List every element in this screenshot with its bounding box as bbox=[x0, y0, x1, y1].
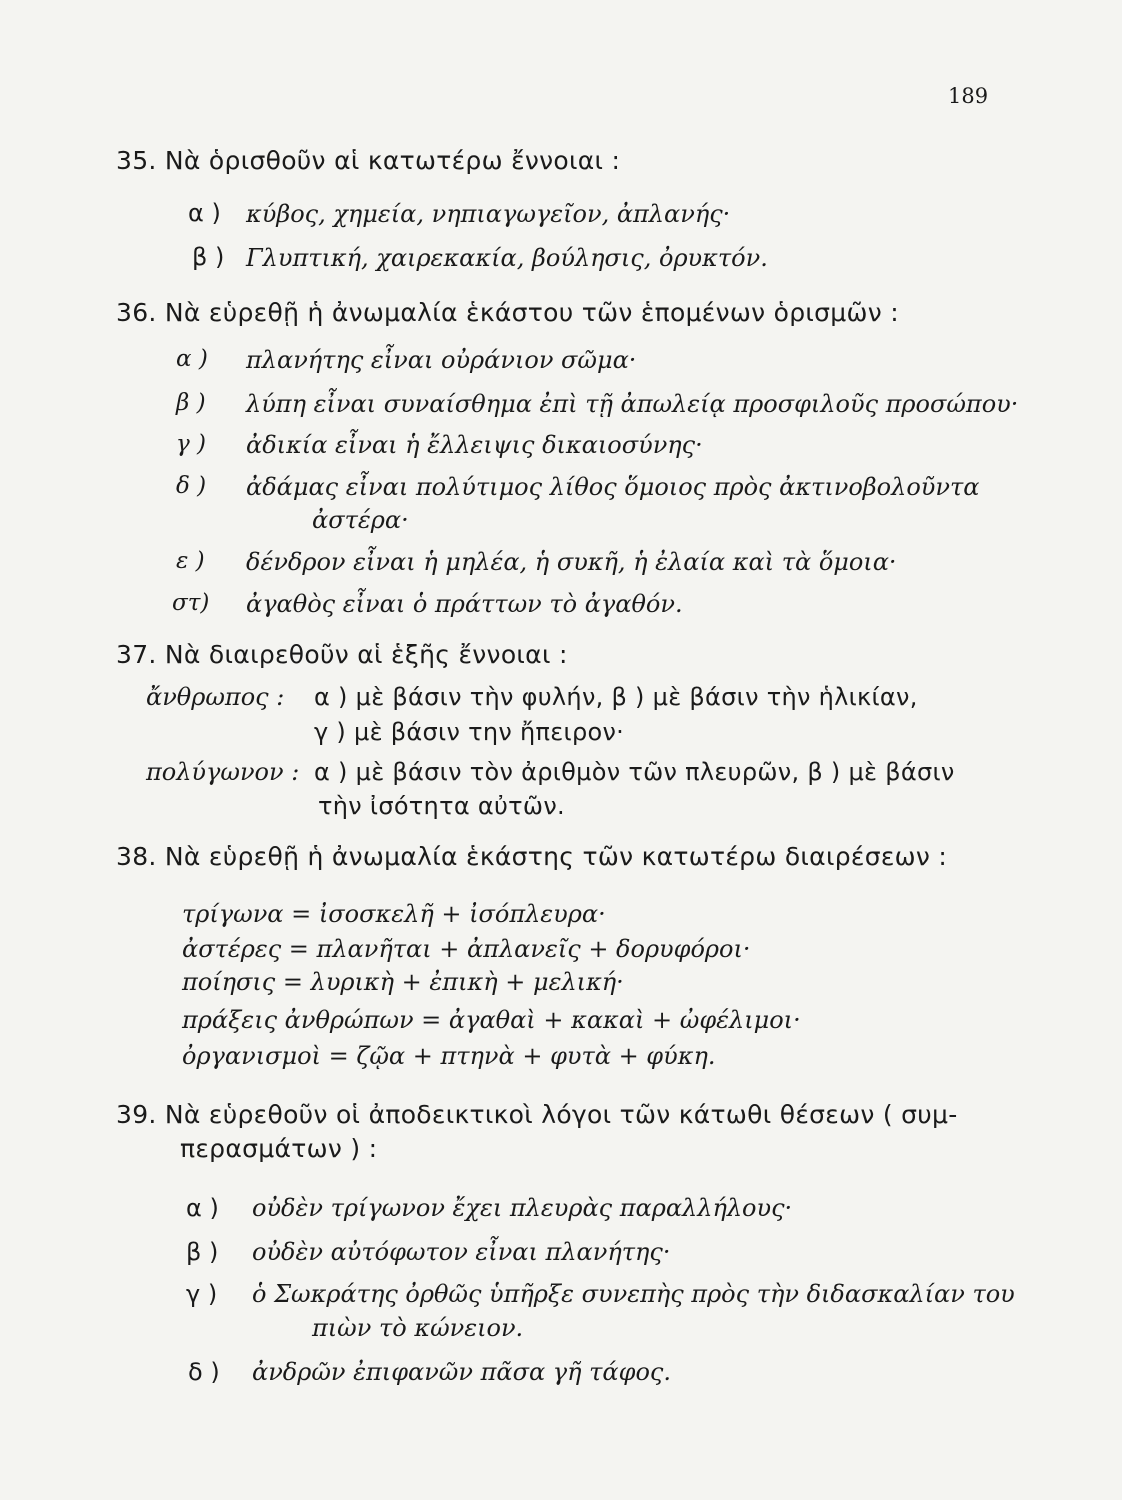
ex36-item-e-marker: ε ) bbox=[176, 548, 205, 574]
ex36-item-a-marker: α ) bbox=[176, 346, 208, 372]
ex39-item-c-text: ὁ Σωκράτης ὀρθῶς ὑπῆρξε συνεπὴς πρὸς τὴν διδασκαλίαν του bbox=[252, 1280, 1015, 1308]
ex38-line-4: πράξεις ἀνθρώπων = ἀγαθαὶ + κακαὶ + ὠφέλιμοι· bbox=[182, 1006, 801, 1034]
ex36-item-d-marker: δ ) bbox=[176, 473, 207, 499]
ex38-line-1: τρίγωνα = ἰσοσκελῆ + ἰσόπλευρα· bbox=[182, 900, 606, 928]
exercise-37-heading: 37. Νὰ διαιρεθοῦν αἱ ἑξῆς ἔννοιαι : bbox=[116, 640, 568, 669]
ex39-item-b-text: οὐδὲν αὐτόφωτον εἶναι πλανήτης· bbox=[252, 1238, 671, 1266]
exercise-39-heading: 39. Νὰ εὑρεθοῦν οἱ ἀποδεικτικοὶ λόγοι τῶν κάτωθι θέσεων ( συμ- bbox=[116, 1100, 958, 1129]
ex36-item-f-marker: στ) bbox=[172, 590, 210, 616]
ex37-term-anthropos: ἄνθρωπος : bbox=[146, 683, 285, 711]
ex38-line-5: ὀργανισμοὶ = ζῷα + πτηνὰ + φυτὰ + φύκη. bbox=[182, 1042, 716, 1070]
ex36-item-b-marker: β ) bbox=[176, 390, 206, 416]
page-number: 189 bbox=[948, 84, 989, 108]
ex36-item-a-text: πλανήτης εἶναι οὐράνιον σῶμα· bbox=[246, 346, 637, 374]
exercise-36-heading: 36. Νὰ εὑρεθῇ ἡ ἀνωμαλία ἑκάστου τῶν ἑπομένων ὁρισμῶν : bbox=[116, 298, 899, 327]
exercise-35-heading: 35. Νὰ ὁρισθοῦν αἱ κατωτέρω ἔννοιαι : bbox=[116, 146, 621, 175]
ex36-item-e-text: δένδρον εἶναι ἡ μηλέα, ἡ συκῆ, ἡ ἐλαία καὶ τὰ ὅμοια· bbox=[246, 548, 897, 576]
ex35-item-b-marker: β ) bbox=[192, 243, 225, 271]
ex39-item-a-text: οὐδὲν τρίγωνον ἔχει πλευρὰς παραλλήλους· bbox=[252, 1194, 793, 1222]
ex36-item-b-text: λύπη εἶναι συναίσθημα ἐπὶ τῇ ἀπωλείᾳ προσφιλοῦς προσώπου· bbox=[246, 390, 1019, 418]
ex37-anthropos-line-2: γ ) μὲ βάσιν την ἤπειρον· bbox=[314, 718, 625, 746]
ex35-item-a-marker: α ) bbox=[188, 199, 221, 227]
ex39-item-d-text: ἀνδρῶν ἐπιφανῶν πᾶσα γῆ τάφος. bbox=[252, 1358, 671, 1386]
ex39-item-c-marker: γ ) bbox=[186, 1280, 218, 1308]
ex39-item-b-marker: β ) bbox=[186, 1238, 219, 1266]
ex37-anthropos-line-1: α ) μὲ βάσιν τὴν φυλήν, β ) μὲ βάσιν τὴν ἡλικίαν, bbox=[314, 683, 918, 711]
exercise-39-heading-continuation: περασμάτων ) : bbox=[180, 1134, 378, 1163]
ex39-item-d-marker: δ ) bbox=[188, 1358, 220, 1386]
exercise-38-heading: 38. Νὰ εὑρεθῇ ἡ ἀνωμαλία ἑκάστης τῶν κατωτέρω διαιρέσεων : bbox=[116, 842, 948, 871]
ex39-item-c-continuation: πιὼν τὸ κώνειον. bbox=[312, 1314, 524, 1342]
ex36-item-c-text: ἀδικία εἶναι ἡ ἔλλειψις δικαιοσύνης· bbox=[246, 431, 703, 459]
ex38-line-3: ποίησις = λυρικὴ + ἐπικὴ + μελική· bbox=[182, 968, 624, 996]
ex35-item-b-text: Γλυπτική, χαιρεκακία, βούλησις, ὀρυκτόν. bbox=[246, 244, 768, 272]
ex37-polygonon-line-2: τὴν ἰσότητα αὐτῶν. bbox=[318, 792, 565, 820]
ex39-item-a-marker: α ) bbox=[186, 1194, 219, 1222]
ex37-term-polygonon: πολύγωνον : bbox=[146, 758, 300, 786]
ex35-item-a-text: κύβος, χημεία, νηπιαγωγεῖον, ἀπλανής· bbox=[246, 200, 731, 228]
ex36-item-d-text: ἀδάμας εἶναι πολύτιμος λίθος ὅμοιος πρὸς ἀκτινοβολοῦντα bbox=[246, 473, 980, 501]
ex38-line-2: ἀστέρες = πλανῆται + ἀπλανεῖς + δορυφόροι· bbox=[182, 935, 751, 963]
ex37-polygonon-line-1: α ) μὲ βάσιν τὸν ἀριθμὸν τῶν πλευρῶν, β ) μὲ βάσιν bbox=[314, 758, 955, 786]
ex36-item-c-marker: γ ) bbox=[176, 431, 207, 457]
ex36-item-f-text: ἀγαθὸς εἶναι ὁ πράττων τὸ ἀγαθόν. bbox=[246, 590, 683, 618]
ex36-item-d-continuation: ἀστέρα· bbox=[312, 506, 409, 534]
